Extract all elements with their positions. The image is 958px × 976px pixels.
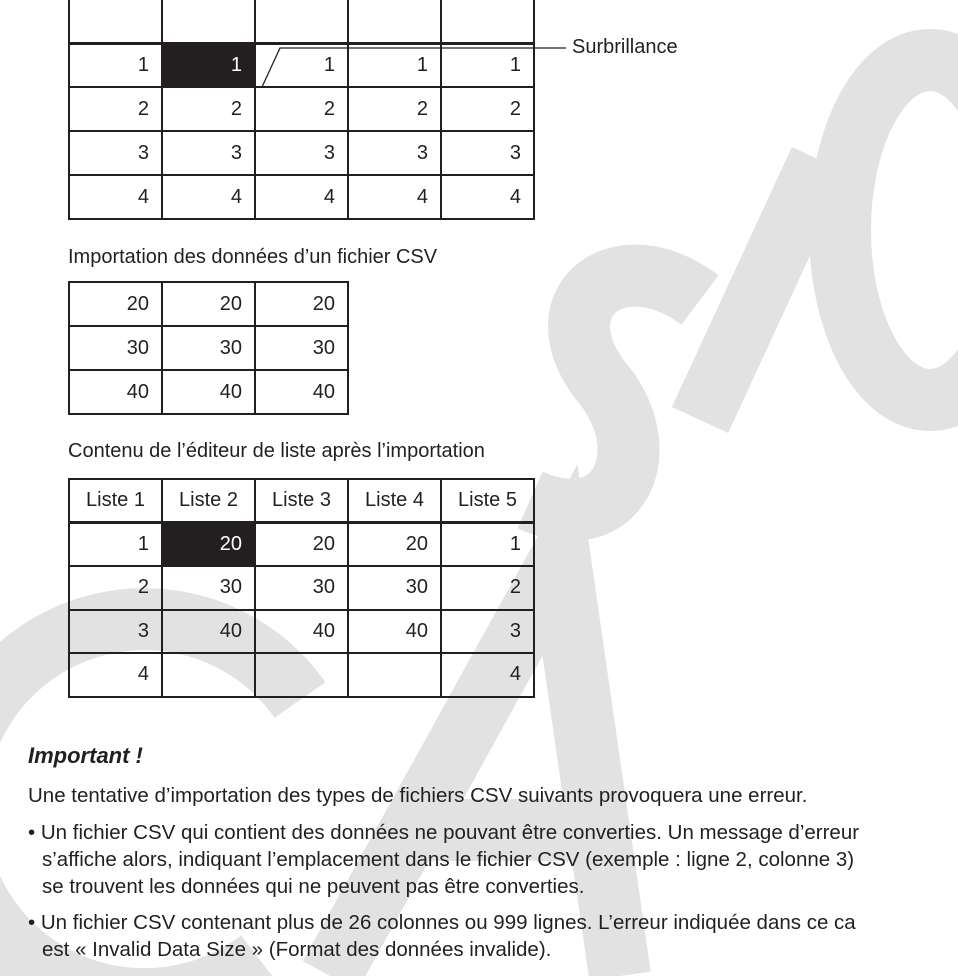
table-cell: 2	[441, 566, 534, 610]
table-cell: 20	[348, 523, 441, 567]
table-row	[69, 653, 534, 697]
caption-after-import: Contenu de l’éditeur de liste après l’importation	[68, 440, 485, 462]
bullet-1-line-2: s’affiche alors, indiquant l’emplacement dans le fichier CSV (exemple : ligne 2, colonne 3)	[42, 848, 855, 871]
table-cell: 2	[441, 87, 534, 131]
table-cell: 30	[348, 566, 441, 610]
highlighted-cell: 1	[162, 43, 255, 87]
table-row	[69, 43, 534, 87]
column-header: Liste 3	[255, 479, 348, 523]
column-header	[69, 0, 162, 43]
list-editor-table-after	[68, 478, 535, 698]
table-cell: 20	[255, 282, 348, 326]
table-cell: 40	[69, 370, 162, 414]
table-cell: 3	[255, 131, 348, 175]
table-row	[69, 87, 534, 131]
table-cell: 2	[255, 87, 348, 131]
table-cell: 4	[441, 175, 534, 219]
table-cell: 1	[441, 43, 534, 87]
table-cell: 1	[69, 523, 162, 567]
table-cell: 30	[162, 566, 255, 610]
table-cell: 40	[255, 610, 348, 654]
important-heading: Important !	[28, 743, 143, 768]
table-cell: 2	[69, 87, 162, 131]
table-cell: 1	[348, 43, 441, 87]
header-row	[69, 0, 534, 43]
column-header: Liste 1	[69, 479, 162, 523]
table-row	[69, 610, 534, 654]
column-header: Liste 4	[348, 479, 441, 523]
table-cell: 20	[162, 282, 255, 326]
column-header: Liste 5	[441, 479, 534, 523]
table-row	[69, 523, 534, 567]
table-cell: 1	[441, 523, 534, 567]
table-cell: 4	[255, 175, 348, 219]
table-cell: 4	[162, 175, 255, 219]
table-cell: 3	[348, 131, 441, 175]
table-cell: 2	[69, 566, 162, 610]
bullet-1-line-3: se trouvent les données qui ne peuvent pas être converties.	[42, 875, 585, 898]
table-row	[69, 131, 534, 175]
table-cell: 30	[69, 326, 162, 370]
table-row	[69, 326, 348, 370]
table-row	[69, 282, 348, 326]
header-row	[69, 479, 534, 523]
table-cell: 1	[69, 43, 162, 87]
table-cell: 3	[441, 131, 534, 175]
table-cell: 4	[441, 653, 534, 697]
callout-label: Surbrillance	[572, 36, 678, 58]
table-cell: 40	[162, 370, 255, 414]
table-cell: 30	[162, 326, 255, 370]
table-cell	[255, 653, 348, 697]
table-cell: 20	[69, 282, 162, 326]
highlighted-cell: 20	[162, 523, 255, 567]
caption-csv-import: Importation des données d’un fichier CSV	[68, 246, 438, 268]
table-cell: 30	[255, 326, 348, 370]
table-cell: 3	[69, 131, 162, 175]
table-cell: 30	[255, 566, 348, 610]
csv-data-table	[68, 281, 349, 415]
table-cell: 4	[69, 653, 162, 697]
table-cell: 3	[162, 131, 255, 175]
column-header	[348, 0, 441, 43]
column-header	[162, 0, 255, 43]
table-row	[69, 370, 348, 414]
table-cell: 40	[255, 370, 348, 414]
important-intro: Une tentative d’importation des types de fichiers CSV suivants provoquera une erreur.	[28, 784, 808, 807]
table-cell: 20	[255, 523, 348, 567]
table-cell: 40	[162, 610, 255, 654]
table-cell: 40	[348, 610, 441, 654]
table-cell: 3	[69, 610, 162, 654]
table-cell: 1	[255, 43, 348, 87]
table-cell	[162, 653, 255, 697]
table-cell: 2	[162, 87, 255, 131]
table-cell: 3	[441, 610, 534, 654]
column-header	[255, 0, 348, 43]
bullet-2-line-2: est « Invalid Data Size » (Format des données invalide).	[42, 938, 552, 961]
table-cell	[348, 653, 441, 697]
table-row	[69, 566, 534, 610]
table-cell: 4	[348, 175, 441, 219]
column-header: Liste 2	[162, 479, 255, 523]
list-editor-table-before	[68, 0, 535, 220]
table-cell: 4	[69, 175, 162, 219]
column-header	[441, 0, 534, 43]
bullet-2-line-1: • Un fichier CSV contenant plus de 26 colonnes ou 999 lignes. L’erreur indiquée dans ce ca	[28, 911, 856, 934]
table-cell: 2	[348, 87, 441, 131]
table-row	[69, 175, 534, 219]
bullet-1-line-1: • Un fichier CSV qui contient des données ne pouvant être converties. Un message d’erreur	[28, 821, 860, 844]
